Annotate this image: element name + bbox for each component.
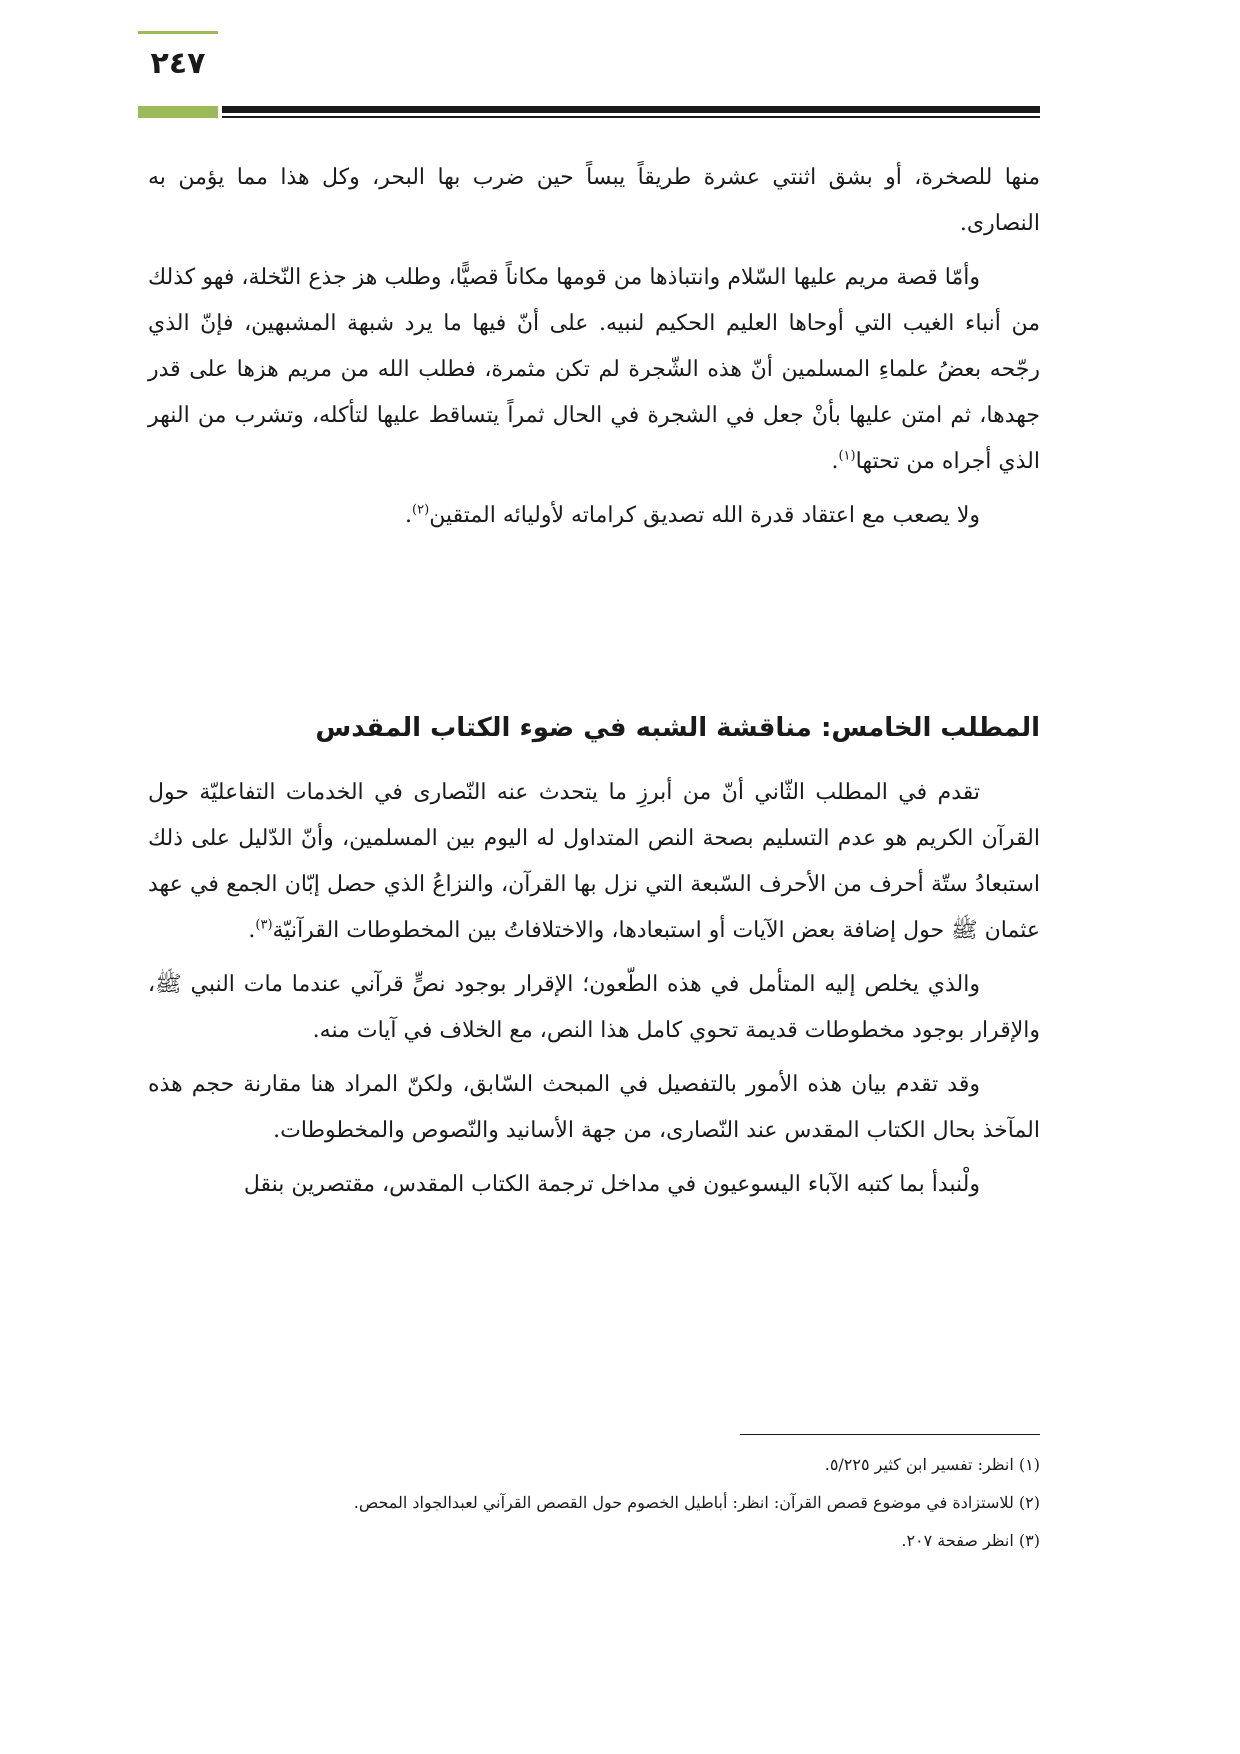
footnote-ref-2[interactable]: (٢): [412, 502, 430, 518]
paragraph-text: تقدم في المطلب الثّاني أنّ من أبرزِ ما يتحدث عنه النّصارى في الخدمات التفاعليّة حول القرآن الكريم هو عدم التسليم بصحة النص المتداول له اليوم بين المسلمين، وأنّ الدّليل على ذلك استبعادُ ستّة أحرف من الأحرف السّبعة التي نزل بها القرآن، والنزاعُ الذي حصل إبّان الجمع في عهد عثمان ﷺ حول إضافة بعض الآيات أو استبعادها، والاختلافاتُ بين المخطوطات القرآنيّة: [148, 780, 1040, 943]
section-two: [148, 770, 1040, 1208]
page-number: ٢٤٧: [150, 46, 206, 81]
paragraph-continuation: منها للصخرة، أو بشق اثنتي عشرة طريقاً يبساً حين ضرب بها البحر، وكل هذا مما يؤمن به النصارى.: [148, 165, 1040, 236]
header-accent-bar-bottom: [138, 106, 218, 118]
footnote-1: (١) انظر: تفسير ابن كثير ٥/٢٢٥.: [824, 1455, 1040, 1474]
footnotes: [148, 1446, 1040, 1560]
paragraph-text: ولا يصعب مع اعتقاد قدرة الله تصديق كراماته لأوليائه المتقين: [429, 503, 980, 528]
sentence-period: .: [831, 449, 839, 474]
footnote-ref-1[interactable]: (١): [838, 448, 856, 464]
section-one: [148, 155, 1040, 539]
footnote-2: (٢) للاستزادة في موضوع قصص القرآن: انظر: أباطيل الخصوم حول القصص القرآني لعبدالجواد المحص.: [353, 1493, 1040, 1512]
paragraph-intro: [148, 770, 1040, 954]
section-heading: المطلب الخامس: مناقشة الشبه في ضوء الكتاب المقدس: [315, 713, 1040, 743]
paragraph-text: وأمّا قصة مريم عليها السّلام وانتباذها من قومها مكاناً قصيًّا، وطلب هز جذع النّخلة، فهو كذلك من أنباء الغيب التي أوحاها العليم الحكيم لنبيه. على أنّ فيها ما يرد شبهة المشبهين، فإنّ الذي رجّحه بعضُ علماءِ المسلمين أنّ هذه الشّجرة لم تكن مثمرة، فطلب الله من مريم هزها على قدر جهدها، ثم امتن عليها بأنْ جعل في الشجرة في الحال ثمراً يتساقط عليها لتأكله، وتشرب من النهر الذي أجراه من تحتها: [148, 265, 1040, 474]
paragraph-karamat: [148, 493, 1040, 539]
header-accent-bar-top: [138, 31, 218, 34]
footnote-separator: [740, 1434, 1040, 1435]
sentence-period: .: [248, 918, 256, 943]
paragraph-start: ولْنبدأ بما كتبه الآباء اليسوعيون في مداخل ترجمة الكتاب المقدس، مقتصرين بنقل: [243, 1172, 980, 1197]
paragraph-maryam-story: [148, 255, 1040, 485]
sentence-period: .: [405, 503, 413, 528]
footnote-3: (٣) انظر صفحة ٢٠٧.: [901, 1531, 1040, 1550]
paragraph-comparison: وقد تقدم بيان هذه الأمور بالتفصيل في المبحث السّابق، ولكنّ المراد هنا مقارنة حجم هذه المآخذ بحال الكتاب المقدس عند النّصارى، من جهة الأسانيد والنّصوص والمخطوطات.: [148, 1072, 1040, 1143]
header-rule-thick: [222, 106, 1040, 113]
footnote-ref-3[interactable]: (٣): [255, 917, 273, 933]
paragraph-conclusion: والذي يخلص إليه المتأمل في هذه الطّعون؛ الإقرار بوجود نصٍّ قرآني عندما مات النبي ﷺ، والإقرار بوجود مخطوطات قديمة تحوي كامل هذا النص، مع الخلاف في آيات منه.: [148, 972, 1040, 1043]
header-rule-thin: [222, 116, 1040, 118]
